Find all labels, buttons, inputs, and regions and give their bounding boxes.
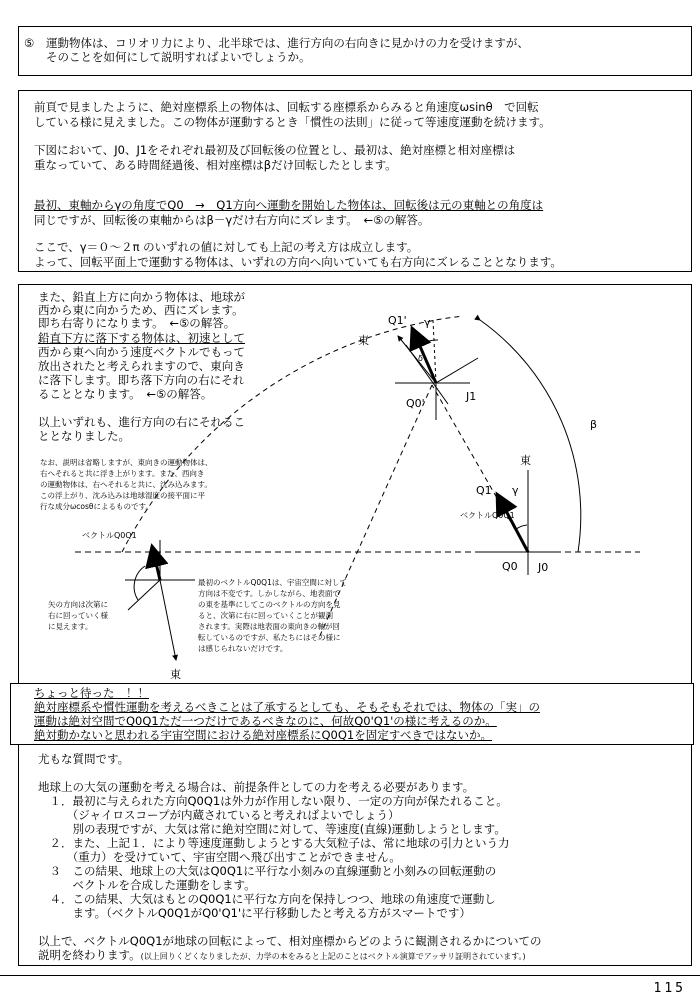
wait-line: 運動は絶対空間でQ0Q1ただ一つだけであるべきなのに、何故Q0'Q1'の様に考えるのか。 xyxy=(34,714,497,728)
wait-line: 絶対動かないと思われる宇宙空間における絶対座標系にQ0Q1を固定すべきではないか。 xyxy=(34,728,493,742)
label-east-top: 東 xyxy=(358,334,369,347)
left-line: ととなりました。 xyxy=(38,429,130,443)
answer-p3-line2: 同じですが、回転後の東軸からはβ－γだけ右方向にズレます。 ←⑤の解答。 xyxy=(34,213,430,227)
vector-note-line: ると、次第に右に回っていくことが観測 xyxy=(198,611,333,620)
reply-last-note: (以上回りくどくなりましたが、力学の本をみると上記のことはベクトル演算でアッサリ証明されています。) xyxy=(140,952,526,961)
page-number: 115 xyxy=(653,981,686,996)
answer-p1-line1: 前頁で見ましたように、絶対座標系上の物体は、回転する座標系からみると角速度ωsinθ で回転 xyxy=(34,100,539,114)
answer-p3-line1: 最初、東軸からγの角度でQ0 → Q1方向へ運動を開始した物体は、回転後は元の東軸との角度は xyxy=(34,198,544,212)
question-line-1: 運動物体は、コリオリ力により、北半球では、進行方向の右向きに見かけの力を受けますが、 xyxy=(46,36,529,50)
vector-note-line: 転しているのですが、私たちにはその様に xyxy=(198,633,341,642)
small-note-line: の運動物体は、右へそれると共に、沈み込みます。 xyxy=(40,480,212,489)
reply-line: ベクトルを合成した運動をします。 xyxy=(38,878,256,892)
small-note-line: この浮上がり、沈み込みは地球湿度の接平面に平 xyxy=(40,491,205,500)
vector-q0q1 xyxy=(497,494,528,552)
answer-p4-line1: ここで、γ＝０～２π のいずれの値に対しても上記の考え方は成立します。 xyxy=(34,240,419,254)
vector-q0p-q1p xyxy=(412,328,436,383)
label-q1p: Q1' xyxy=(388,314,407,327)
vector-note-line: の東を基準にしてこのベクトルの方向を見 xyxy=(198,600,341,609)
label-q0: Q0 xyxy=(502,560,518,573)
footer-rule xyxy=(0,975,700,976)
label-j1: J1 xyxy=(466,390,477,403)
wait-title: ちょっと待った ！！ xyxy=(34,686,149,700)
question-line-2: そのことを如何にして説明すればよいでしょうか。 xyxy=(46,50,311,64)
label-gamma-right: γ xyxy=(512,484,519,497)
answer-p1-line2: している様に見えました。この物体が運動するとき「慣性の法則」に従って等速度運動を続けます。 xyxy=(34,115,551,129)
reply-line: ３ この結果、地球上の大気はQ0Q1に平行な小刻みの直線運動と小刻みの回転運動の xyxy=(38,864,497,878)
vector-note-line: されます。実際は地表面の東向きの軸が回 xyxy=(198,622,340,631)
reply-line: 別の表現ですが、大気は常に絶対空間に対して、等速度(直線)運動しようとします。 xyxy=(38,822,506,836)
reply-line: ４．この結果、大気はもとのQ0Q1に平行な方向を保持しつつ、地球の角速度で運動し xyxy=(38,892,496,906)
reply-line: （ジャイロスコープが内蔵されていると考えればよいでしょう） xyxy=(38,808,400,822)
arrow-note-line: 右に回っていく様 xyxy=(48,611,108,620)
wait-line: 絶対座標系や慣性運動を考えるべきことは了承するとしても、そもそもそれでは、物体の「実」の xyxy=(34,700,540,714)
reply-line: 尤もな質問です。 xyxy=(38,752,130,766)
answer-p2-line1: 下図において、J0、J1をそれぞれ最初及び回転後の位置とし、最初は、絶対座標と相対座標は xyxy=(34,143,516,157)
question-number: ⑤ xyxy=(24,36,35,50)
rotation-arc xyxy=(122,316,463,552)
vector-note-line: 最初のベクトルQ0Q1は、宇宙空間に対して xyxy=(198,578,347,587)
vector-note-line: 方向は不変です。しかしながら、地表面で xyxy=(198,589,340,598)
vector-note-line: は感じられないだけです。 xyxy=(198,644,288,653)
label-vector-left: ベクトルQ0Q1 xyxy=(82,531,137,540)
left-line: 放出されたと考えられますので、東向き xyxy=(38,359,245,373)
left-line: 鉛直下方に落下する物体は、初速として xyxy=(38,331,245,345)
reply-line: （重力）を受けていて、宇宙空間へ飛び出すことができません。 xyxy=(38,850,401,864)
left-line: に落下します。即ち落下方向の右にそれ xyxy=(38,373,245,387)
label-beta: β xyxy=(590,418,598,431)
left-line: 即ち右寄りになります。 ←⑤の解答。 xyxy=(38,316,236,330)
reply-line: 以上で、ベクトルQ0Q1が地球の回転によって、相対座標からどのように観測されるかについての xyxy=(38,934,542,948)
vector-left xyxy=(152,546,160,580)
label-j0: J0 xyxy=(538,561,549,574)
small-note-line: 右へそれると共に浮き上がります。また、西向き xyxy=(40,469,205,478)
small-note-line: 行な成分ωcosθによるものです。 xyxy=(40,502,153,511)
label-vector-q0q1: ベクトルQ0Q1 xyxy=(460,511,515,520)
label-q1: Q1 xyxy=(476,484,492,497)
arrow-note-line: に見えます。 xyxy=(48,622,93,631)
arrow-note-line: 矢の方向は次第に xyxy=(48,600,108,609)
left-line: また、鉛直上方に向かう物体は、地球が xyxy=(38,290,245,304)
answer-p2-line2: 重なっていて、ある時間経過後、相対座標はβだけ回転したとします。 xyxy=(34,158,397,172)
label-east-bottom: 東 xyxy=(170,668,181,681)
reply-line: ２．また、上記１．により等速度運動しようとする大気粒子は、常に地球の引力という力 xyxy=(38,836,510,850)
reply-line: 地球上の大気の運動を考える場合は、前提条件としての力を考える必要があります。 xyxy=(38,780,475,794)
left-line: 西から東へ向かう速度ベクトルでもって xyxy=(38,345,245,359)
left-line: ることとなります。 ←⑤の解答。 xyxy=(38,387,213,401)
small-note-line: なお、説明は省略しますが、東向きの運動物体は、 xyxy=(40,458,213,467)
left-line: 以上いずれも、進行方向の右にそれるこ xyxy=(38,415,245,429)
label-east-right: 東 xyxy=(520,454,531,467)
answer-p4-line2: よって、回転平面上で運動する物体は、いずれの方向へ向いていても右方向にズレることとなります。 xyxy=(34,255,562,269)
reply-last-line xyxy=(38,948,526,964)
label-gamma-top: γ xyxy=(424,316,431,329)
left-line: 西から東に向かうため、西にズレます。 xyxy=(38,303,244,317)
reply-last-text: 説明を終わります。 xyxy=(38,948,141,962)
reply-line: １．最初に与えられた方向Q0Q1は外力が作用しない限り、一定の方向が保たれること。 xyxy=(38,794,508,808)
label-delta: δ xyxy=(418,354,423,363)
label-q0p: Q0' xyxy=(406,397,425,410)
reply-line: ます。（ベクトルQ0Q1がQ0'Q1'に平行移動したと考える方がスマートです） xyxy=(38,906,471,920)
